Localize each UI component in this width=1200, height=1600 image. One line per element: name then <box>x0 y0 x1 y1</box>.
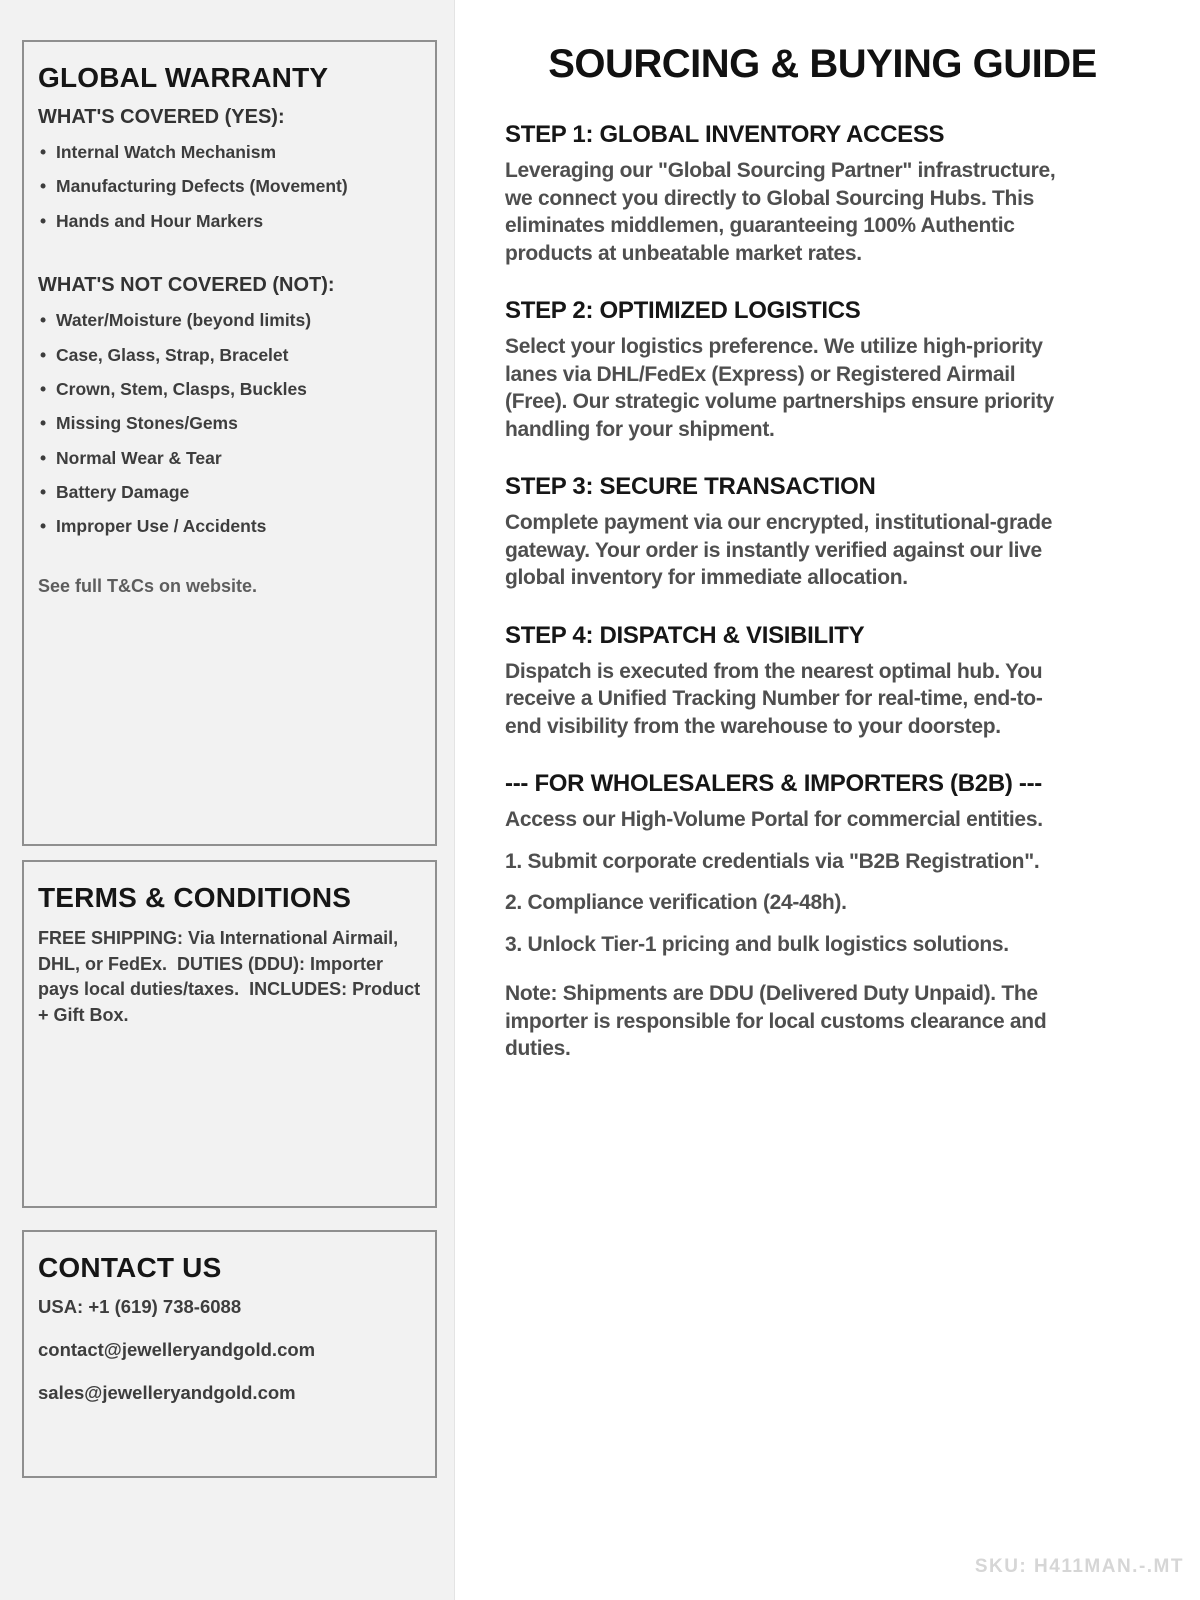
step-2-heading: STEP 2: OPTIMIZED LOGISTICS <box>505 297 861 324</box>
step-1-heading: STEP 1: GLOBAL INVENTORY ACCESS <box>505 121 945 148</box>
step-1-body: Leveraging our "Global Sourcing Partner" infrastructure, we connect you directly to Global Sourcing Hubs. This eliminates middlemen, guaranteeing 100% Authentic products at unbeatable market rates. <box>505 159 1061 265</box>
b2b-step-3: 3. Unlock Tier-1 pricing and bulk logistics solutions. <box>505 932 1009 956</box>
b2b-step-2: 2. Compliance verification (24-48h). <box>505 891 847 914</box>
step-2-body: Select your logistics preference. We utilize high-priority lanes via DHL/FedEx (Express) or Registered Airmail (Free). Our strategic volume partnerships ensure priority handling for your shipment. <box>505 335 1060 441</box>
b2b-intro: Access our High-Volume Portal for commercial entities. <box>505 808 1043 831</box>
step-2-section <box>505 297 1140 443</box>
list-item: • Case, Glass, Strap, Bracelet <box>38 346 421 364</box>
b2b-step-1: 1. Submit corporate credentials via "B2B Registration". <box>505 849 1040 873</box>
list-item: • Water/Moisture (beyond limits) <box>38 311 421 329</box>
terms-box <box>22 860 437 1208</box>
step-4-heading: STEP 4: DISPATCH & VISIBILITY <box>505 621 865 649</box>
sku-label: SKU: H411MAN.-.MT <box>974 1556 1184 1577</box>
step-3-section <box>505 473 1140 592</box>
covered-heading: WHAT'S COVERED (YES): <box>38 106 285 128</box>
sales-email: sales@jewelleryandgold.com <box>38 1382 296 1403</box>
contact-phone: USA: +1 (619) 738-6088 <box>38 1296 242 1317</box>
step-3-heading: STEP 3: SECURE TRANSACTION <box>505 473 876 500</box>
list-item: • Battery Damage <box>38 483 421 501</box>
list-item: • Normal Wear & Tear <box>38 449 421 467</box>
b2b-section <box>505 770 1140 1063</box>
step-4-body: Dispatch is executed from the nearest optimal hub. You receive a Unified Tracking Number for real-time, end-to-end visibility from the warehouse to your doorstep. <box>505 659 1048 738</box>
list-item: • Internal Watch Mechanism <box>38 143 421 161</box>
step-4-section <box>505 622 1140 741</box>
list-item: • Improper Use / Accidents <box>38 517 421 535</box>
contact-email: contact@jewelleryandgold.com <box>38 1339 316 1360</box>
b2b-note: Note: Shipments are DDU (Delivered Duty Unpaid). The importer is responsible for local customs clearance and duties. <box>505 982 1052 1060</box>
list-item: • Hands and Hour Markers <box>38 212 421 230</box>
terms-body: FREE SHIPPING: Via International Airmail, DHL, or FedEx. DUTIES (DDU): Importer pays local duties/taxes. INCLUDES: Product + Gift Box. <box>38 928 426 1025</box>
warranty-footnote: See full T&Cs on website. <box>38 575 258 596</box>
list-item: • Missing Stones/Gems <box>38 414 421 432</box>
not-covered-heading: WHAT'S NOT COVERED (NOT): <box>38 274 335 297</box>
not-covered-list <box>38 311 421 536</box>
main-content <box>455 0 1200 1600</box>
page-title: SOURCING & BUYING GUIDE <box>548 42 1097 86</box>
b2b-heading: --- FOR WHOLESALERS & IMPORTERS (B2B) --- <box>505 770 1042 797</box>
step-1-section <box>505 121 1140 267</box>
warranty-box <box>22 40 437 846</box>
step-3-body: Complete payment via our encrypted, institutional-grade gateway. Your order is instantly verified against our live global inventory for immediate allocation. <box>505 511 1058 589</box>
covered-list <box>38 143 421 230</box>
contact-title: CONTACT US <box>38 1252 222 1283</box>
warranty-title: GLOBAL WARRANTY <box>38 62 329 93</box>
terms-title: TERMS & CONDITIONS <box>38 882 352 913</box>
contact-box <box>22 1230 437 1478</box>
list-item: • Crown, Stem, Clasps, Buckles <box>38 380 421 398</box>
sidebar <box>0 0 455 1600</box>
list-item: • Manufacturing Defects (Movement) <box>38 177 421 195</box>
